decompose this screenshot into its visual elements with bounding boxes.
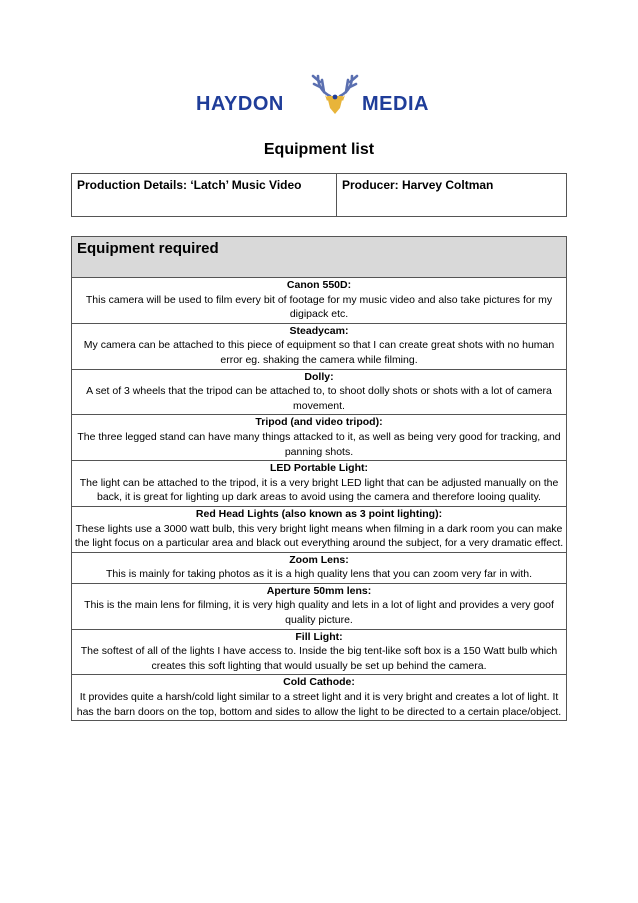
stag-head-icon bbox=[310, 72, 360, 116]
equipment-row bbox=[72, 369, 567, 415]
equipment-name: Tripod (and video tripod): bbox=[255, 416, 383, 429]
equipment-description: It provides quite a harsh/cold light similar to a street light and it is very bright and creates a lot of light. It has the barn doors on the top, bottom and sides to allow the light to be directed to a certain place/object. bbox=[76, 691, 562, 718]
equipment-description: The light can be attached to the tripod, it is a very bright LED light that can be adjusted manually on the back, it is great for lighting up dark areas to avoid using the camera and therefore looing quality. bbox=[79, 476, 559, 504]
equipment-heading: Equipment required bbox=[72, 237, 567, 278]
equipment-row bbox=[72, 675, 567, 721]
equipment-name: Steadycam: bbox=[289, 324, 349, 337]
equipment-description: These lights use a 3000 watt bulb, this very bright light means when filming in a dark room you can make the light focus on a particular area and black out everything around the subject, for a very dramatic effect. bbox=[74, 522, 564, 550]
equipment-name: Fill Light: bbox=[295, 630, 343, 643]
equipment-row bbox=[72, 323, 567, 369]
equipment-row bbox=[72, 461, 567, 507]
producer-name: Producer: Harvey Coltman bbox=[337, 174, 567, 217]
production-details: Production Details: ‘Latch’ Music Video bbox=[72, 174, 337, 217]
equipment-row bbox=[72, 629, 567, 675]
page-header bbox=[0, 72, 638, 132]
equipment-description: My camera can be attached to this piece of equipment so that I can create great shots with no human error eg. shaking the camera while filming. bbox=[83, 339, 555, 366]
equipment-name: Dolly: bbox=[304, 370, 334, 383]
equipment-description: This is mainly for taking photos as it is a high quality lens that you can zoom very far in with. bbox=[105, 568, 533, 581]
equipment-row bbox=[72, 552, 567, 583]
brand-name-left: HAYDON bbox=[196, 93, 284, 115]
page-title: Equipment list bbox=[263, 141, 375, 158]
equipment-name: Canon 550D: bbox=[286, 279, 352, 291]
equipment-description: The softest of all of the lights I have access to. Inside the big tent-like soft box is a 150 Watt bulb which creates this soft lighting that would usually be set up behind the camera. bbox=[80, 645, 558, 672]
equipment-name: LED Portable Light: bbox=[270, 462, 368, 475]
equipment-description: This camera will be used to film every bit of footage for my music video and also take pictures for my digipack etc. bbox=[85, 293, 553, 321]
equipment-description: This is the main lens for filming, it is very high quality and lets in a lot of light and provides a very goof quality picture. bbox=[84, 599, 554, 627]
equipment-name: Zoom Lens: bbox=[289, 553, 349, 566]
equipment-row bbox=[72, 415, 567, 461]
equipment-description: A set of 3 wheels that the tripod can be attached to, to shoot dolly shots or shots with a lot of camera movement. bbox=[86, 385, 552, 412]
equipment-name: Cold Cathode: bbox=[283, 676, 355, 689]
equipment-row bbox=[72, 278, 567, 324]
production-table bbox=[71, 173, 567, 217]
equipment-name: Aperture 50mm lens: bbox=[266, 584, 372, 597]
equipment-name: Red Head Lights (also known as 3 point lighting): bbox=[195, 507, 443, 520]
brand-name-right: MEDIA bbox=[362, 93, 429, 115]
equipment-description: The three legged stand can have many things attacked to it, as well as being very good for tracking, and panning shots. bbox=[77, 430, 561, 458]
equipment-table bbox=[71, 236, 567, 721]
equipment-row bbox=[72, 583, 567, 629]
equipment-row bbox=[72, 506, 567, 552]
